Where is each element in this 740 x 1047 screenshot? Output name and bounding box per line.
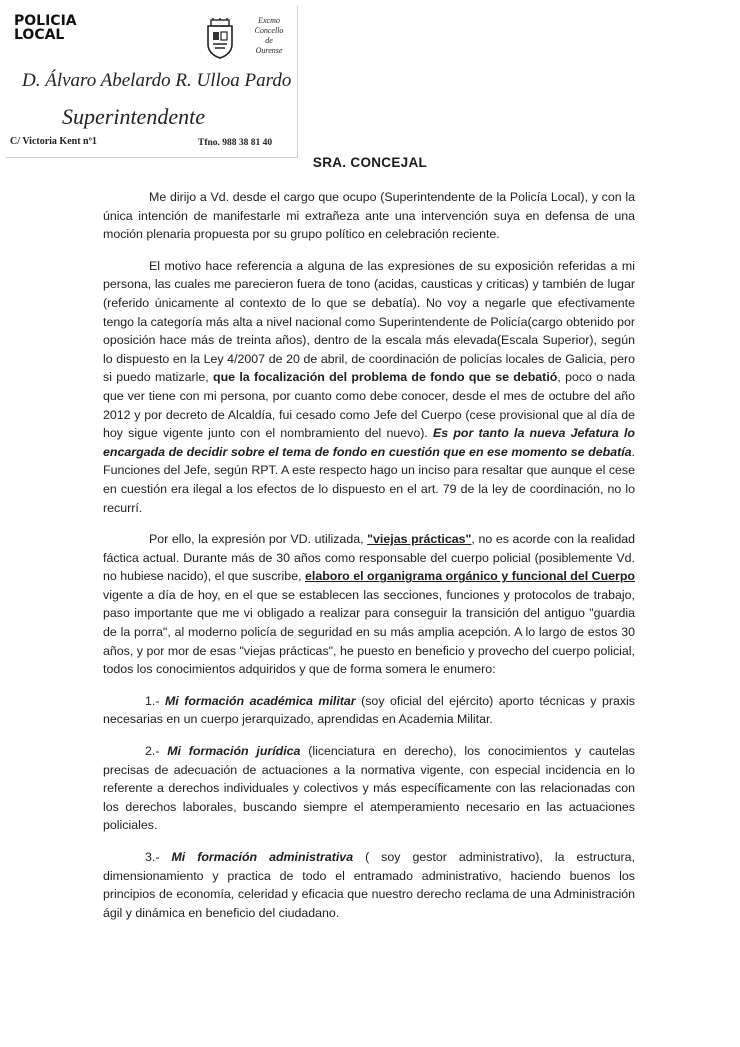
list-item-military bbox=[103, 692, 635, 729]
text-run: El motivo hace referencia a alguna de las expresiones de su exposición referidas a mi persona, las cuales me parecieron fuera de tono (acidas, causticas y criticas) y también de lugar (referido únicamente al contexto de lo que se debatía). No voy a negarle que efectivamente tengo la categoría más alta a nivel nacional como Superintendente de Policía(cargo obtenido por oposición hace más de treinta años), dentro de la escala más elevada(Escala Superior), según lo dispuesto en la Ley 4/2007 de 20 de abril, de coordinación de policías locales de Galicia, pero si puedo matizarle, bbox=[103, 258, 635, 385]
paragraph-intro: Me dirijo a Vd. desde el cargo que ocupo (Superintendente de la Policía Local), y con la única intención de manifestarle mi extrañeza ante una intervención suya en defensa de una moción plenaria propuesta por su grupo político en celebración reciente. bbox=[103, 190, 635, 242]
crest-caption-line: Ourense bbox=[255, 46, 283, 55]
city-crest-icon bbox=[202, 18, 238, 60]
stamp-address: C/ Victoria Kent nº1 bbox=[10, 136, 97, 147]
list-number: 2.- bbox=[145, 744, 168, 759]
bold-phrase: que la focalización del problema de fondo que se debatió bbox=[213, 370, 558, 385]
logo-line-2: LOCAL bbox=[14, 27, 65, 43]
crest-caption bbox=[246, 16, 292, 56]
underlined-phrase: elaboro el organigrama orgánico y funcional del Cuerpo bbox=[305, 569, 635, 584]
stamp-phone: Tfno. 988 38 81 40 bbox=[198, 138, 273, 148]
signatory-role: Superintendente bbox=[62, 104, 205, 129]
letter-body bbox=[103, 188, 635, 935]
crest-caption-line: Concello bbox=[254, 26, 284, 35]
text-run: vigente a día de hoy, en el que se establecen las secciones, funciones y protocolos de trabajo, paso importante que me vi obligado a realizar para conseguir la transición del antiguo "guardia de la porra", al moderno policía de seguridad en su más amplia acepción. A lo largo de estos 30 años, y por mor de esas "viejas prácticas", he puesto en beneficio y provecho del cuerpo policial, todos los conocimientos adquiridos y que de forma somera le enumero: bbox=[103, 587, 635, 677]
crest-caption-line: Excmo bbox=[258, 16, 280, 25]
list-item-legal bbox=[103, 742, 635, 835]
list-item-administrative bbox=[103, 848, 635, 922]
list-number: 1.- bbox=[145, 693, 165, 708]
letterhead-stamp bbox=[6, 6, 298, 158]
list-item-text: (licenciatura en derecho), los conocimientos y cautelas precisas de adecuación de actuaciones a la normativa vigente, con especial incidencia en lo referente a derechos individuales y colectivos y más específicamente con las relacionadas con los derechos laborales, buscando siempre el atemperamiento necesario en las actuaciones policiales. bbox=[103, 744, 635, 833]
paragraph-practices bbox=[103, 530, 635, 679]
signatory-name: D. Álvaro Abelardo R. Ulloa Pardo bbox=[22, 70, 292, 91]
letter-heading: SRA. CONCEJAL bbox=[312, 155, 428, 170]
policia-local-logo bbox=[14, 14, 77, 42]
underlined-phrase: "viejas prácticas" bbox=[367, 532, 472, 547]
paragraph-motive bbox=[103, 257, 635, 517]
text-run: . Funciones del Jefe, según RPT. A este respecto hago un inciso para resaltar que aunque el cese en cuestión era ilegal a los efectos de lo dispuesto en el art. 79 de la ley de coordinación, no lo recurrí. bbox=[103, 444, 635, 515]
text-run: Por ello, la expresión por VD. utilizada, bbox=[149, 532, 368, 547]
list-number: 3.- bbox=[145, 850, 172, 864]
list-item-text: (soy oficial del ejército) aporto técnicas y praxis necesarias en un cuerpo jerarquizado, aprendidas en Academia Militar. bbox=[103, 693, 636, 727]
text-run: , poco o nada que ver tiene con mi persona, por cuanto como debe conocer, desde el mes de octubre del año 2012 y por decreto de Alcaldía, fui cesado como Jefe del Cuerpo (cese provisional que al día de hoy sigue vigente junto con el nombramiento del nuevo). bbox=[103, 370, 635, 441]
bold-italic-phrase: Es por tanto la nueva Jefatura lo encargada de decidir sobre el tema de fondo en cuestión que en ese momento se debatía bbox=[103, 426, 635, 459]
list-item-title: Mi formación académica militar bbox=[164, 693, 356, 708]
text-run: , no es acorde con la realidad fáctica actual. Durante más de 30 años como responsable del cuerpo policial (posiblemente Vd. no hubiese nacido), el que suscribe, bbox=[103, 532, 635, 584]
list-item-text: ( soy gestor administrativo), la estructura, dimensionamiento y practica de todo el entramado administrativo, haciendo buenos los principios de economía, celeridad y eficacia que nuestro derecho reclama de una Administración ágil y dinámica en beneficio del ciudadano. bbox=[103, 850, 636, 920]
logo-line-1: POLICIA bbox=[14, 13, 77, 29]
list-item-title: Mi formación administrativa bbox=[171, 850, 354, 864]
crest-caption-line: de bbox=[265, 36, 273, 45]
list-item-title: Mi formación jurídica bbox=[167, 744, 301, 759]
